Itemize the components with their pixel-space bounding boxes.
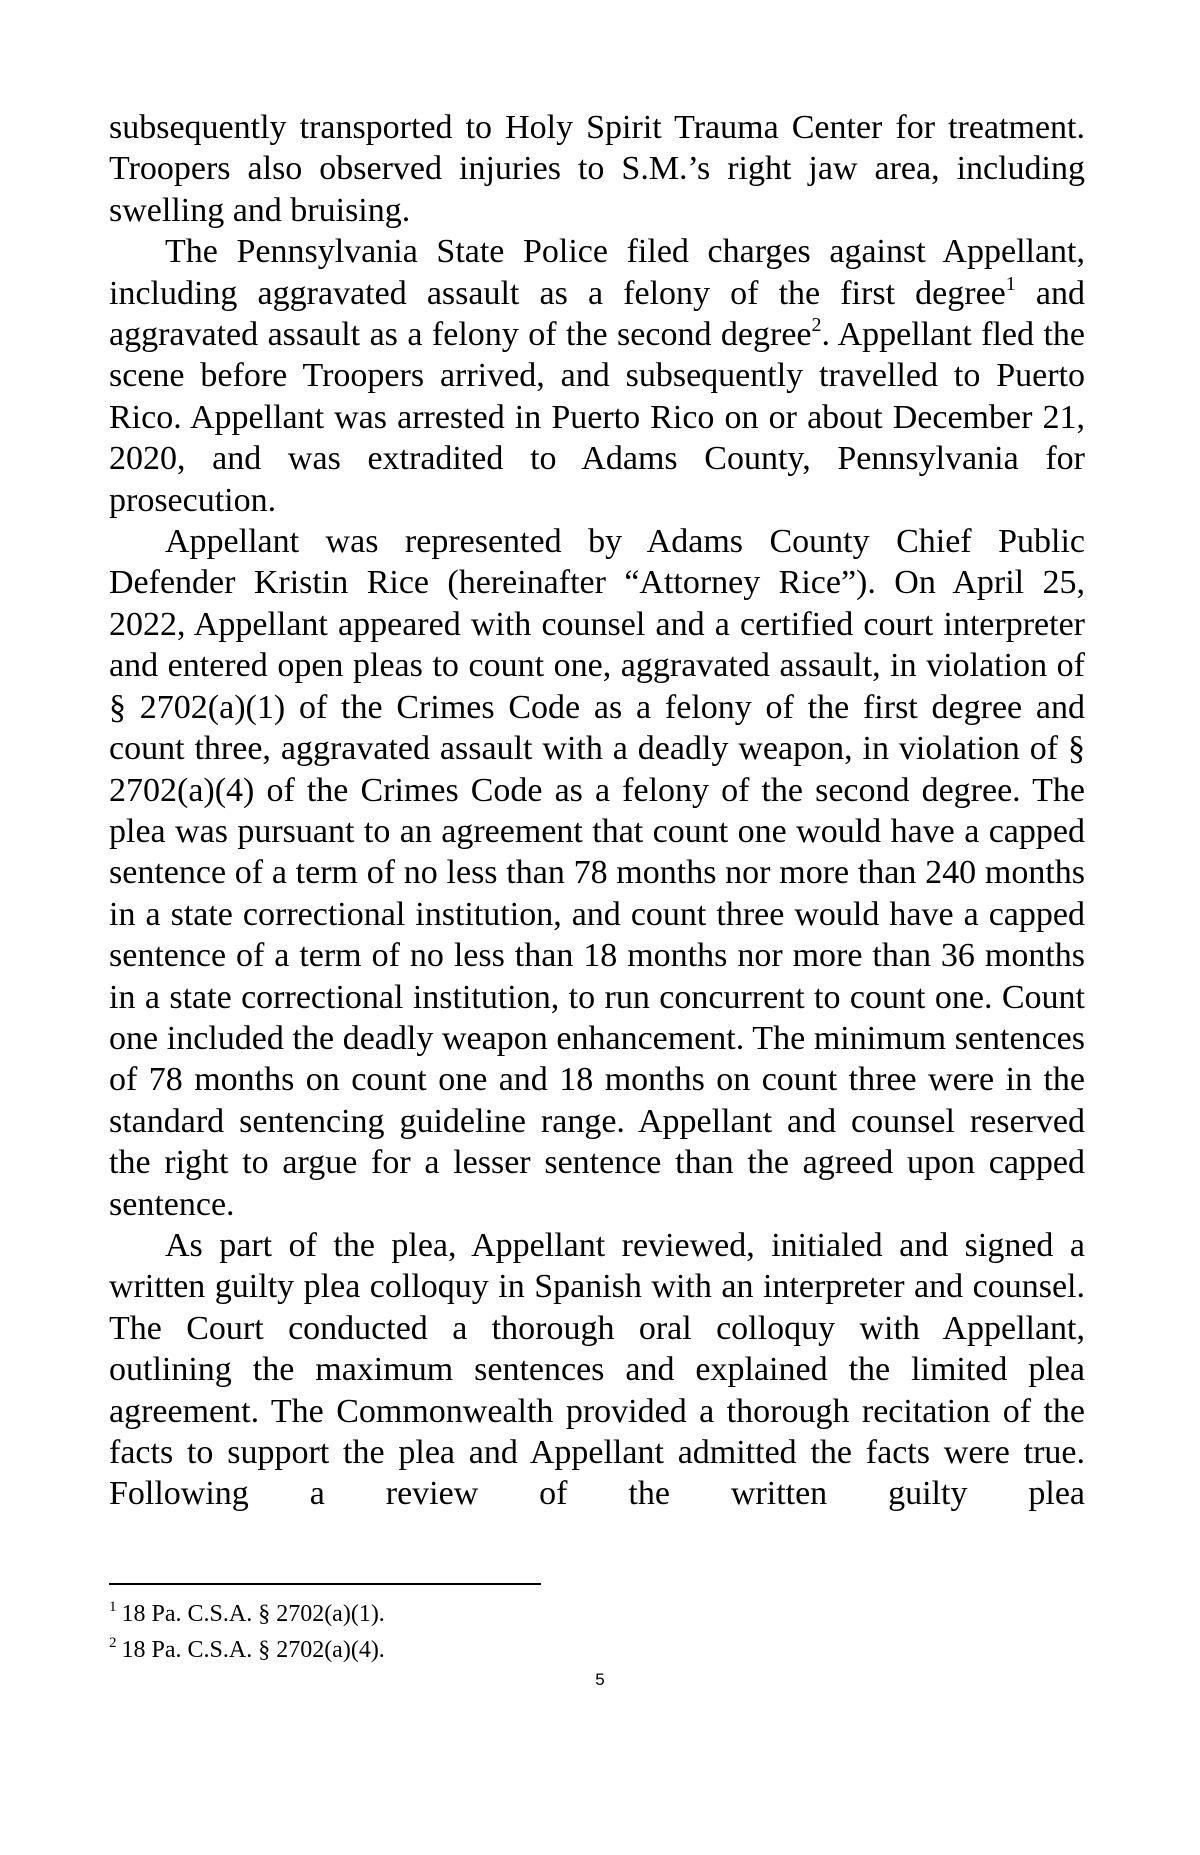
footnote-text: 18 Pa. C.S.A. § 2702(a)(1). [121,1601,385,1627]
footnote-number: 1 [109,1599,117,1615]
page-number: 5 [595,1670,605,1689]
paragraph-text: As part of the plea, Appellant reviewed, initialed and signed a written guilty plea colloquy in Spanish with an interpreter and counsel. The Court conducted a thorough oral colloquy with Appellant, outlining the maximum sentences and explained the limited plea agreement. The Commonwealth provided a thorough recitation of the facts to support the plea and Appellant admitted the facts were true. Following a review of the written guilty plea [109,1226,1085,1513]
paragraph-text: subsequently transported to Holy Spirit Trauma Center for treatment. Troopers also observed injuries to S.M.’s right jaw area, including swelling and bruising. [109,109,1085,229]
paragraph-text: . Appellant fled the scene before Troopers arrived, and subsequently travelled to Puerto Rico. Appellant was arrested in Puerto Rico on or about December 21, 2020, and was extradited to Adams County, Pennsylvania for prosecution. [109,316,1085,519]
footnote-separator [109,1583,541,1585]
paragraph [109,231,1085,521]
footnote-number: 2 [109,1635,117,1651]
paragraph-text: and aggravated assault as a felony of the second degree [109,274,1086,354]
footnote-text: 18 Pa. C.S.A. § 2702(a)(4). [121,1637,385,1663]
footnotes [109,1596,709,1668]
footnote-2 [109,1632,709,1668]
paragraph-text: Appellant was represented by Adams County Chief Public Defender Kristin Rice (hereinafter “Attorney Rice”). On April 25, 2022, Appellant appeared with counsel and a certified court interpreter and entered open pleas to count one, aggravated assault, in violation of § 2702(a)(1) of the Crimes Code as a felony of the first degree and count three, aggravated assault with a deadly weapon, in violation of § 2702(a)(4) of the Crimes Code as a felony of the second degree. The plea was pursuant to an agreement that count one would have a capped sentence of a term of no less than 78 months nor more than 240 months in a state correctional institution, and count three would have a capped sentence of a term of no less than 18 months nor more than 36 months in a state correctional institution, to run concurrent to count one. Count one included the deadly weapon enhancement. The minimum sentences of 78 months on count one and 18 months on count three were in the standard sentencing guideline range. Appellant and counsel reserved the right to argue for a lesser sentence than the agreed upon capped sentence. [109,523,1085,1223]
footnote-reference: 2 [811,314,822,337]
paragraph [109,107,1085,231]
body-text [109,107,1085,1515]
paragraph-text: The Pennsylvania State Police filed charges against Appellant, including aggravated assault as a felony of the first degree [109,233,1085,312]
paragraph [109,521,1085,1225]
footnote-1 [109,1596,709,1632]
paragraph [109,1225,1085,1515]
footnote-reference: 1 [1005,272,1016,295]
